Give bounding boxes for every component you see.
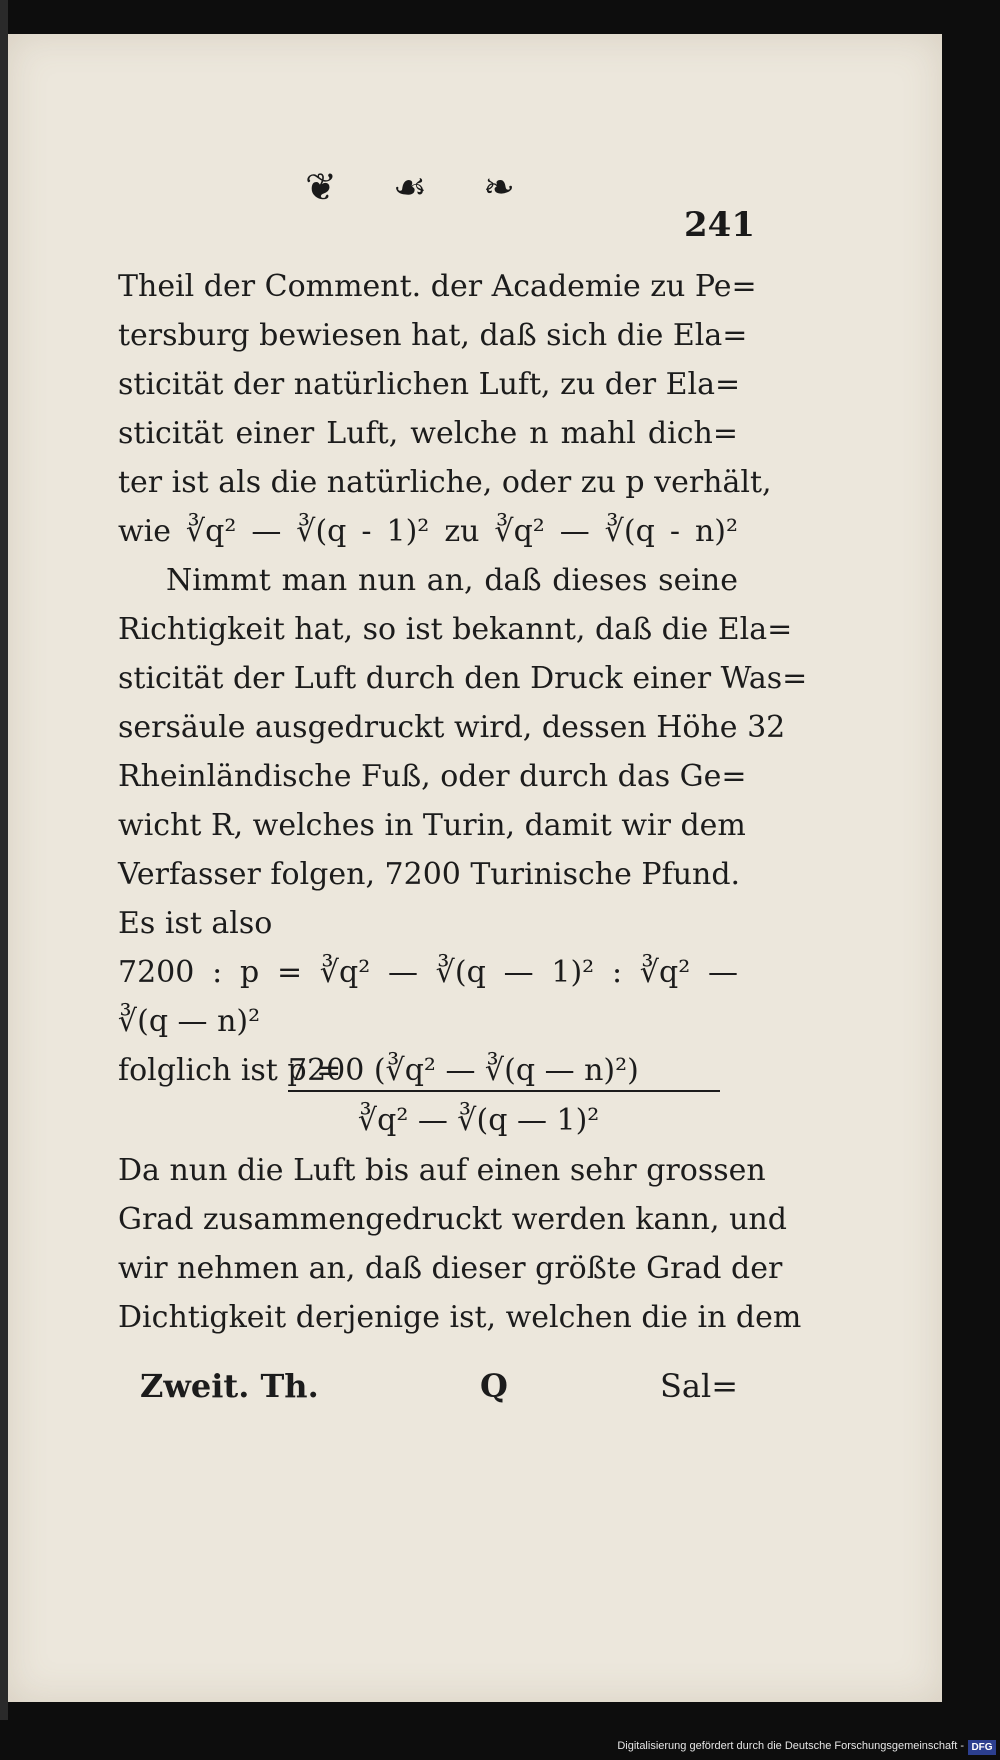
- text-line: sersäule ausgedruckt wird, dessen Höhe 32: [118, 710, 786, 745]
- credit-bar: [0, 1738, 1000, 1760]
- signature-mark: Zweit. Th.: [140, 1367, 319, 1405]
- book-spine-edge: [0, 0, 8, 1720]
- fraction-numerator: 7200 (∛q² — ∛(q — n)²): [288, 1053, 639, 1088]
- body-text: [118, 262, 808, 1342]
- fraction-bar: [288, 1090, 720, 1092]
- text-line: Richtigkeit hat, so ist bekannt, daß die Ela=: [118, 612, 793, 647]
- quire-mark: Q: [480, 1367, 508, 1405]
- text-line: sticität einer Luft, welche n mahl dich=: [118, 416, 738, 451]
- dfg-logo: DFG: [968, 1740, 996, 1755]
- fraction-denominator: ∛q² — ∛(q — 1)²: [358, 1103, 600, 1138]
- catchword: Sal=: [660, 1367, 739, 1405]
- text-line: sticität der Luft durch den Druck einer Was=: [118, 661, 808, 696]
- text-line: Es ist also: [118, 906, 273, 941]
- text-line: Rheinländische Fuß, oder durch das Ge=: [118, 759, 747, 794]
- credit-text: Digitalisierung gefördert durch die Deutsche Forschungsgemeinschaft -: [617, 1740, 964, 1752]
- text-line: wir nehmen an, daß dieser größte Grad der: [118, 1251, 783, 1286]
- paragraph-start-line: Nimmt man nun an, daß dieses seine: [166, 563, 738, 598]
- text-line: Theil der Comment. der Academie zu Pe=: [118, 269, 757, 304]
- fraction-lead: folglich ist p =: [118, 1053, 342, 1088]
- text-line: wicht R, welches in Turin, damit wir dem: [118, 808, 746, 843]
- formula-line: wie ∛q² — ∛(q - 1)² zu ∛q² — ∛(q - n)²: [118, 514, 738, 549]
- text-line: Grad zusammengedruckt werden kann, und: [118, 1202, 787, 1237]
- text-line: Verfasser folgen, 7200 Turinische Pfund.: [118, 857, 741, 892]
- page-number: 241: [684, 205, 755, 245]
- equation-line: ∛(q — n)²: [118, 1004, 261, 1039]
- text-line: Da nun die Luft bis auf einen sehr grossen: [118, 1153, 766, 1188]
- fraction-equation: [118, 1046, 738, 1146]
- text-line: sticität der natürlichen Luft, zu der Ela=: [118, 367, 741, 402]
- page-footer: [140, 1367, 740, 1411]
- text-line: Dichtigkeit derjenige ist, welchen die in dem: [118, 1300, 802, 1335]
- text-line: tersburg bewiesen hat, daß sich die Ela=: [118, 318, 748, 353]
- equation-line: 7200 : p = ∛q² — ∛(q — 1)² : ∛q² —: [118, 955, 738, 990]
- text-line: ter ist als die natürliche, oder zu p verhält,: [118, 465, 772, 500]
- header-ornament: ❦ ☙ ❧: [305, 165, 537, 209]
